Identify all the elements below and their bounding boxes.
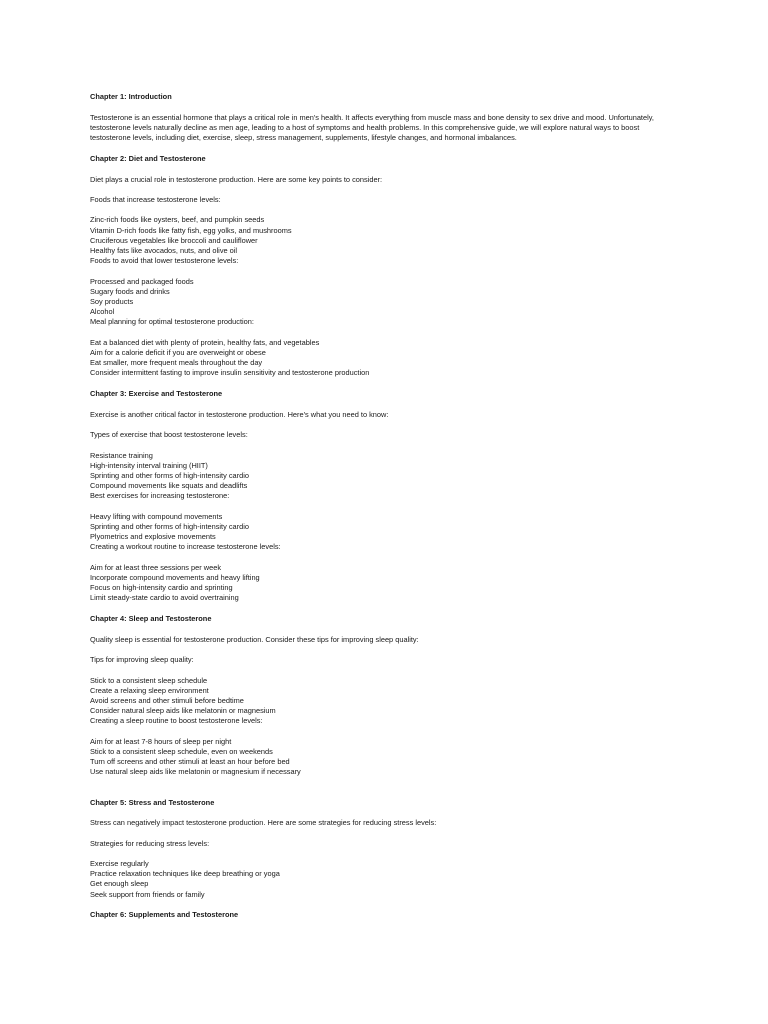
chapter-1-intro-line: testosterone levels, including diet, exercise, sleep, stress management, supplements, lifestyle changes, and hormonal imbalances.	[90, 133, 517, 143]
document-content	[90, 92, 680, 921]
list-item: Vitamin D-rich foods like fatty fish, egg yolks, and mushrooms	[90, 225, 292, 235]
list-item: Incorporate compound movements and heavy lifting	[90, 572, 260, 582]
list-item: Consider intermittent fasting to improve insulin sensitivity and testosterone production	[90, 368, 370, 378]
list-item: Aim for at least 7-8 hours of sleep per night	[90, 736, 232, 746]
list-item: Creating a workout routine to increase testosterone levels:	[90, 542, 281, 552]
chapter-6-heading: Chapter 6: Supplements and Testosterone	[90, 910, 239, 920]
list-item: Stick to a consistent sleep schedule, even on weekends	[90, 746, 273, 756]
chapter-2-subheading: Foods that increase testosterone levels:	[90, 194, 221, 204]
list-item: High-intensity interval training (HIIT)	[90, 460, 208, 470]
list-item: Sprinting and other forms of high-intensity cardio	[90, 521, 249, 531]
chapter-2-intro: Diet plays a crucial role in testosterone production. Here are some key points to consider:	[90, 174, 383, 184]
list-item: Plyometrics and explosive movements	[90, 532, 216, 542]
list-item: Seek support from friends or family	[90, 889, 205, 899]
list-item: Soy products	[90, 296, 134, 306]
chapter-4-intro: Quality sleep is essential for testosterone production. Consider these tips for improving sleep quality:	[90, 634, 419, 644]
list-item: Limit steady-state cardio to avoid overtraining	[90, 593, 239, 603]
list-item: Exercise regularly	[90, 859, 149, 868]
list-item: Sugary foods and drinks	[90, 286, 170, 296]
list-item: Consider natural sleep aids like melatonin or magnesium	[90, 706, 276, 716]
list-item: Use natural sleep aids like melatonin or magnesium if necessary	[90, 767, 301, 777]
list-item: Processed and packaged foods	[90, 276, 194, 286]
list-item: Meal planning for optimal testosterone production:	[90, 317, 254, 327]
chapter-5-heading: Chapter 5: Stress and Testosterone	[90, 797, 215, 807]
list-item: Healthy fats like avocados, nuts, and olive oil	[90, 245, 238, 255]
list-item: Eat smaller, more frequent meals throughout the day	[90, 358, 263, 368]
list-item: Stick to a consistent sleep schedule	[90, 675, 208, 685]
list-item: Avoid screens and other stimuli before bedtime	[90, 695, 244, 705]
list-item: Alcohol	[90, 307, 115, 317]
chapter-1-intro-line: testosterone levels naturally decline as men age, leading to a host of symptoms and health problems. In this comprehensive guide, we will explore natural ways to boost	[90, 122, 640, 132]
list-item: Zinc-rich foods like oysters, beef, and pumpkin seeds	[90, 215, 265, 225]
chapter-2-heading: Chapter 2: Diet and Testosterone	[90, 153, 206, 163]
list-item: Create a relaxing sleep environment	[90, 685, 209, 695]
list-item: Cruciferous vegetables like broccoli and cauliflower	[90, 235, 258, 245]
list-item: Eat a balanced diet with plenty of protein, healthy fats, and vegetables	[90, 337, 320, 347]
list-item: Focus on high-intensity cardio and sprinting	[90, 583, 233, 593]
chapter-5-intro: Stress can negatively impact testosterone production. Here are some strategies for reducing stress levels:	[90, 818, 437, 828]
list-item: Best exercises for increasing testosterone:	[90, 491, 230, 501]
chapter-4-heading: Chapter 4: Sleep and Testosterone	[90, 614, 212, 624]
chapter-3-intro: Exercise is another critical factor in testosterone production. Here's what you need to know:	[90, 409, 389, 419]
chapter-3-subheading: Types of exercise that boost testosterone levels:	[90, 430, 248, 440]
chapter-1-heading: Chapter 1: Introduction	[90, 92, 172, 101]
list-item: Foods to avoid that lower testosterone levels:	[90, 256, 239, 266]
list-item: Turn off screens and other stimuli at least an hour before bed	[90, 757, 290, 767]
chapter-5-subheading: Strategies for reducing stress levels:	[90, 838, 210, 848]
list-item: Aim for at least three sessions per week	[90, 562, 222, 572]
list-item: Aim for a calorie deficit if you are overweight or obese	[90, 347, 266, 357]
list-item: Creating a sleep routine to boost testosterone levels:	[90, 716, 263, 726]
list-item: Get enough sleep	[90, 879, 149, 889]
list-item: Sprinting and other forms of high-intensity cardio	[90, 470, 249, 480]
list-item: Compound movements like squats and deadlifts	[90, 481, 248, 491]
list-item: Resistance training	[90, 450, 153, 460]
list-item: Practice relaxation techniques like deep breathing or yoga	[90, 869, 280, 879]
chapter-4-subheading: Tips for improving sleep quality:	[90, 655, 194, 665]
list-item: Heavy lifting with compound movements	[90, 511, 223, 521]
chapter-3-heading: Chapter 3: Exercise and Testosterone	[90, 389, 223, 399]
chapter-1-intro-line: Testosterone is an essential hormone that plays a critical role in men's health. It affects everything from muscle mass and bone density to sex drive and mood. Unfortunately,	[90, 112, 654, 122]
